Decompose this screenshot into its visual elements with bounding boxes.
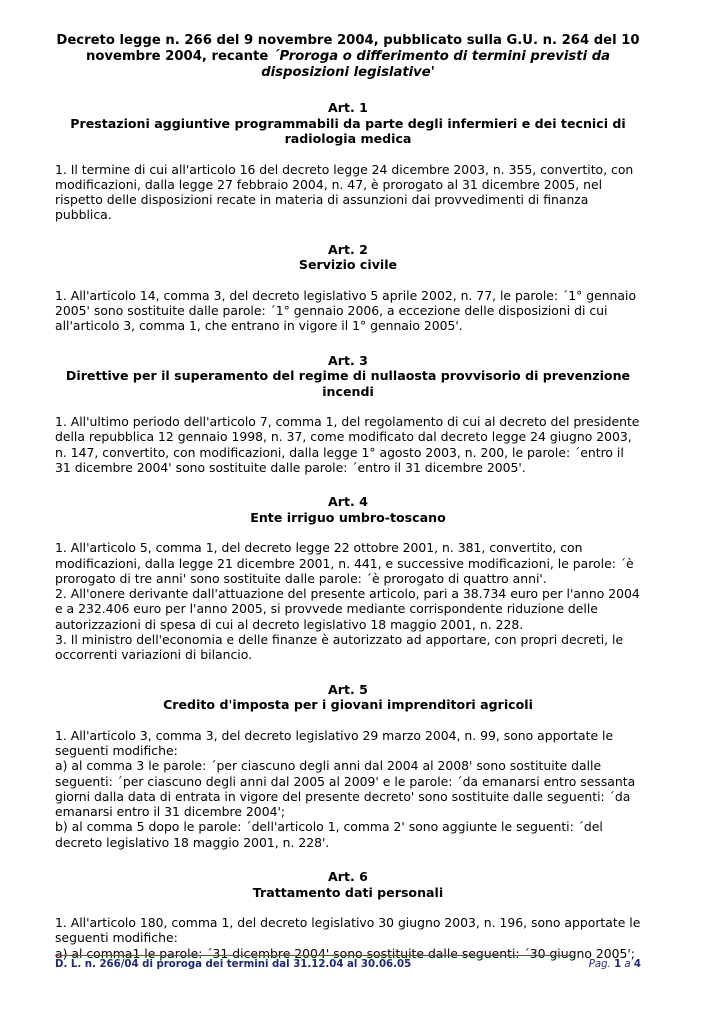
article-section: [55, 494, 641, 662]
page-label: Pag.: [588, 959, 611, 970]
article-paragraph: a) al comma1 le parole: ´31 dicembre 2004' sono sostituite dalle seguenti: ´30 giugno 2005';: [55, 945, 635, 961]
page-total: 4: [633, 959, 641, 970]
articles-container: [55, 100, 641, 961]
article-heading: Prestazioni aggiuntive programmabili da parte degli infermieri e dei tecnici di radiologia medica: [70, 115, 626, 146]
document-page: [55, 33, 641, 961]
page-number: [589, 958, 641, 971]
article-header: [55, 353, 641, 400]
document-title: [55, 33, 641, 81]
article-section: [55, 869, 641, 961]
article-paragraph: 1. All'articolo 3, comma 3, del decreto legislativo 29 marzo 2004, n. 99, sono apportate le seguenti modifiche:: [55, 727, 614, 758]
article-header: [55, 682, 641, 713]
page-separator: a: [624, 959, 631, 970]
title-italic-text: ´Proroga o differimento di termini previsti da disposizioni legislative: [261, 49, 611, 80]
article-heading: Direttive per il superamento del regime di nullaosta provvisorio di prevenzione incendi: [65, 368, 631, 399]
article-number: Art. 1: [328, 100, 368, 115]
article-paragraph: 1. All'articolo 180, comma 1, del decreto legislativo 30 giugno 2003, n. 196, sono apportate le seguenti modifiche:: [55, 915, 641, 946]
article-paragraph: b) al comma 5 dopo le parole: ´dell'articolo 1, comma 2' sono aggiunte le seguenti: ´del decreto legislativo 18 maggio 2001, n. 228'.: [55, 819, 603, 850]
article-section: [55, 353, 641, 476]
article-paragraph: 1. Il termine di cui all'articolo 16 del decreto legge 24 dicembre 2003, n. 355, convertito, con modificazioni, dalla legge 27 febbraio 2004, n. 47, è prorogato al 31 dicembre 2005, nel rispetto delle disposizioni recate in materia di assunzioni dai provvedimenti di finanza pubblica.: [55, 161, 634, 223]
article-heading: Credito d'imposta per i giovani imprenditori agricoli: [163, 697, 533, 713]
article-paragraph: 1. All'articolo 14, comma 3, del decreto legislativo 5 aprile 2002, n. 77, le parole: ´1° gennaio 2005' sono sostituite dalle parole: ´1° gennaio 2006, a eccezione delle disposizioni di cui all'articolo 3, comma 1, che entrano in vigore il 1° gennaio 2005'.: [55, 287, 637, 334]
article-paragraph: 3. Il ministro dell'economia e delle finanze è autorizzato ad apportare, con propri decreti, le occorrenti variazioni di bilancio.: [55, 632, 624, 663]
article-header: [55, 494, 641, 525]
article-number: Art. 6: [328, 869, 368, 885]
article-section: [55, 682, 641, 850]
article-paragraph: 2. All'onere derivante dall'attuazione del presente articolo, pari a 38.734 euro per l'anno 2004 e a 232.406 euro per l'anno 2005, si provvede mediante corrispondente riduzione delle autorizzazioni di spesa di cui al decreto legislativo 18 maggio 2001, n. 228.: [55, 586, 640, 632]
article-heading: Ente irriguo umbro-toscano: [250, 509, 446, 525]
article-number: Art. 2: [328, 241, 368, 257]
article-heading: Servizio civile: [298, 257, 398, 273]
footer-title: D. L. n. 266/04 di proroga dei termini dal 31.12.04 al 30.06.05: [55, 959, 412, 970]
article-section: [55, 100, 641, 223]
article-number: Art. 4: [328, 494, 368, 510]
article-header: [55, 869, 641, 900]
footer-divider: [55, 955, 573, 956]
article-header: [55, 100, 641, 147]
article-number: Art. 3: [328, 352, 368, 368]
article-number: Art. 5: [328, 681, 368, 697]
article-paragraph: 1. All'articolo 5, comma 1, del decreto legge 22 ottobre 2001, n. 381, convertito, con modificazioni, dalla legge 21 dicembre 2001, n. 441, e successive modificazioni, le parole: ´è prorogato di tre anni' sono sostituite dalle parole: ´è prorogato di quattro anni'.: [55, 540, 634, 586]
title-closing-quote: ': [430, 65, 435, 80]
title-text: Decreto legge n. 266 del 9 novembre 2004, pubblicato sulla G.U. n. 264 del 10 novembre 2004, recante: [56, 33, 640, 64]
article-header: [55, 242, 641, 273]
page-current: 1: [614, 959, 622, 970]
article-paragraph: 1. All'ultimo periodo dell'articolo 7, comma 1, del regolamento di cui al decreto del presidente della repubblica 12 gennaio 1998, n. 37, come modificato dal decreto legge 24 giugno 2003, n. 147, convertito, con modificazioni, dalla legge 1° agosto 2003, n. 200, le parole: ´entro il 31 dicembre 2004' sono sostituite dalle parole: ´entro il 31 dicembre 2005'.: [55, 414, 640, 475]
article-section: [55, 242, 641, 334]
article-heading: Trattamento dati personali: [252, 884, 444, 900]
article-paragraph: a) al comma 3 le parole: ´per ciascuno degli anni dal 2004 al 2008' sono sostituite dalle seguenti: ´per ciascuno degli anni dal 2005 al 2009' e le parole: ´da emanarsi entro sessanta giorni dalla data di entrata in vigore del presente decreto' sono sostituite dalle seguenti: ´da emanarsi entro il 31 dicembre 2004';: [55, 758, 636, 820]
